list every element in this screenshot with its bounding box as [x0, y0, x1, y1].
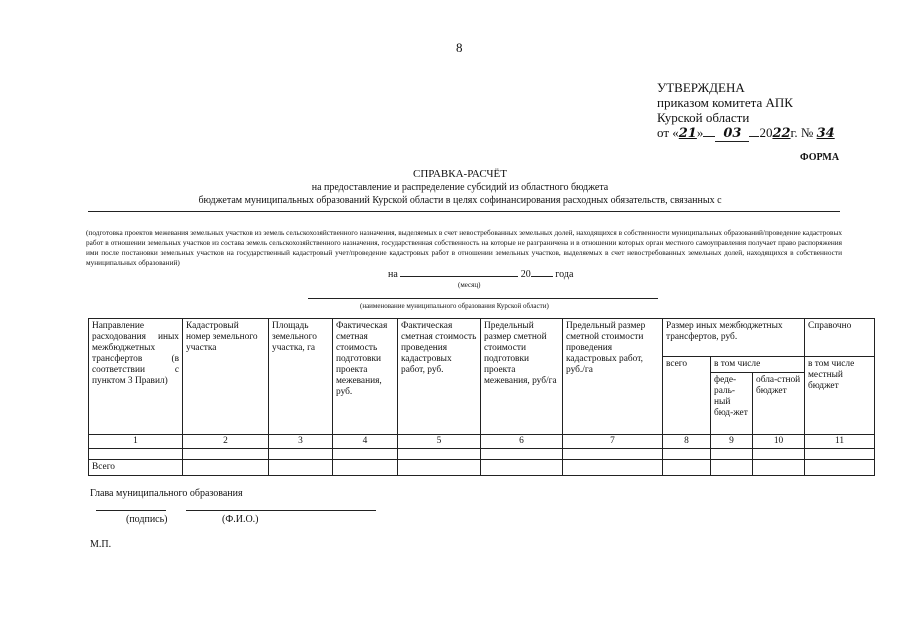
header-c2: Кадастровый номер земельного участка	[183, 319, 269, 435]
municipality-blank-line	[308, 298, 658, 299]
month-caption: (месяц)	[458, 281, 481, 289]
handwritten-year: 22	[772, 126, 791, 141]
approval-order: приказом комитета АПК	[657, 95, 793, 110]
column-number: 1	[89, 435, 183, 449]
header-c5: Фактическая сметная стоимость проведения кадастровых работ, руб.	[398, 319, 481, 435]
column-number: 3	[269, 435, 333, 449]
column-number: 10	[753, 435, 805, 449]
total-row	[89, 460, 875, 476]
column-number: 2	[183, 435, 269, 449]
title-main: СПРАВКА-РАСЧЁТ	[413, 168, 507, 180]
header-c8-fed: феде-раль-ный бюд-жет	[711, 373, 753, 435]
date-mid: »	[696, 125, 704, 140]
period-year-prefix: 20	[520, 269, 531, 280]
purpose-caption: (подготовка проектов межевания земельных участков из земель сельскохозяйственного назначения, выделяемых в счет невостребованных земельных долей, находящихся в собственности муниципальных образований/проведение кадастровых работ в отношении земельных участков из состава земель сельскохозяйственного назначения, государственная собственность на которые не разграничена и в отношении которых орган местного самоуправления получает право распоряжения ими после постановки земельных участков на государственный кадастровый учет/проведение кадастровых работ в отношении земельных участков, выделяемых в счет невостребованных земельных долей, находящихся в собственности муниципальных образований)	[86, 228, 842, 267]
name-blank	[186, 510, 376, 511]
date-prefix: от «	[657, 125, 679, 140]
month-blank	[400, 268, 518, 277]
header-c9: Справочно	[805, 319, 875, 357]
header-c7: Предельный размер сметной стоимости проведения кадастровых работ, руб./га	[563, 319, 663, 435]
title-line2: на предоставление и распределение субсидий из областного бюджета	[311, 182, 609, 193]
title-line3: бюджетам муниципальных образований Курской области в целях софинансирования расходных обязательств, связанных с	[198, 195, 722, 206]
approval-region: Курской области	[657, 110, 750, 125]
approval-block	[657, 80, 867, 141]
number-prefix: г. №	[790, 125, 814, 140]
column-number: 6	[481, 435, 563, 449]
year-blank	[531, 268, 553, 277]
column-number: 8	[663, 435, 711, 449]
table-row	[89, 449, 875, 460]
header-c8: Размер иных межбюджетных трансфертов, руб.	[663, 319, 805, 357]
calculation-table	[88, 318, 875, 476]
column-number: 7	[563, 435, 663, 449]
handwritten-number: 34	[816, 126, 835, 141]
handwritten-month: 03	[715, 126, 749, 142]
column-number: 4	[333, 435, 398, 449]
name-caption: (Ф.И.О.)	[222, 514, 259, 525]
header-c3: Площадь земельного участка, га	[269, 319, 333, 435]
period-line	[388, 268, 573, 280]
total-label: Всего	[89, 460, 183, 476]
year-prefix: 20	[759, 125, 773, 140]
purpose-blank-line	[88, 211, 840, 212]
page-number: 8	[456, 40, 463, 55]
handwritten-day: 21	[678, 126, 697, 141]
period-prefix: на	[388, 269, 398, 280]
column-number: 5	[398, 435, 481, 449]
municipality-caption: (наименование муниципального образования Курской области)	[360, 302, 549, 310]
signature-title: Глава муниципального образования	[90, 488, 243, 499]
stamp-place: М.П.	[90, 539, 112, 550]
header-c4: Фактическая сметная стоимость подготовки проекта межевания, руб.	[333, 319, 398, 435]
column-number: 9	[711, 435, 753, 449]
header-c8-incl: в том числе	[711, 357, 805, 373]
header-c1: Направление расходования иных межбюджетных трансфертов (в соответствии с пунктом 3 Правил)	[89, 319, 183, 435]
header-c6: Предельный размер сметной стоимости подготовки проекта межевания, руб/га	[481, 319, 563, 435]
signature-caption: (подпись)	[126, 514, 168, 525]
period-suffix: года	[555, 269, 574, 280]
header-c9-sub: в том числе местный бюджет	[805, 357, 875, 435]
header-c8-obl: обла-стной бюджет	[753, 373, 805, 435]
form-label: ФОРМА	[800, 152, 840, 163]
column-number: 11	[805, 435, 875, 449]
approval-date-line	[657, 125, 867, 141]
approval-title: УТВЕРЖДЕНА	[657, 80, 745, 95]
document-title	[150, 168, 770, 207]
header-c8-total: всего	[663, 357, 711, 435]
signature-blank	[96, 510, 166, 511]
